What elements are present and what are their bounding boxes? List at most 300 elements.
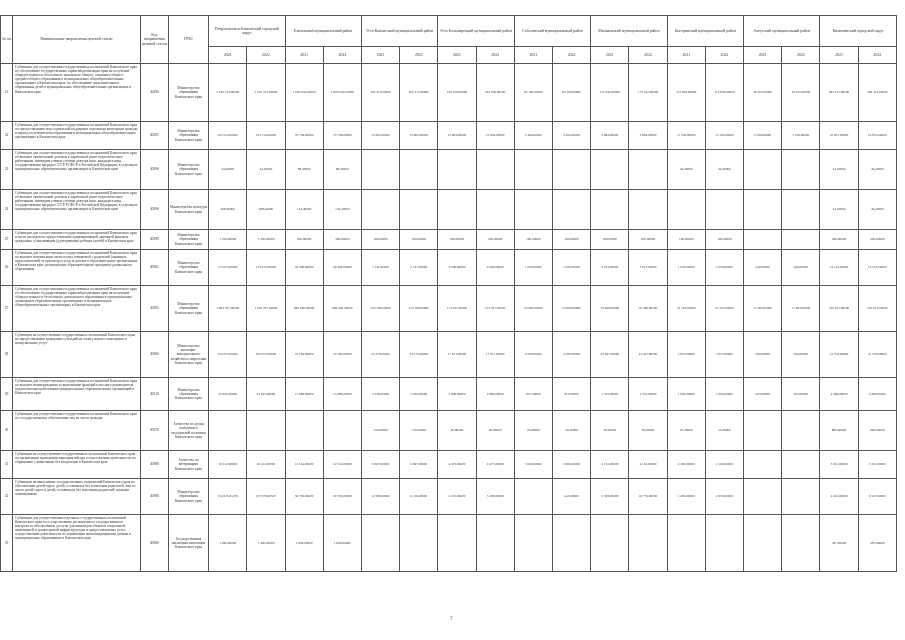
row-code: 40298 [140,230,168,250]
value-cell: 387,00000 [858,515,896,572]
value-cell: 160,00000 [667,230,705,250]
row-grbs: Министерство жилищно-коммунального хозяйства и энергетики Камчатского края [168,332,208,378]
value-cell: 113 057,00000 [438,286,476,332]
value-cell: 160,00000 [705,230,743,250]
value-cell [438,150,476,190]
row-number: 31 [1,451,13,479]
value-cell: 17 483,00000 [782,286,820,332]
value-cell: 44,20000 [247,150,285,190]
value-cell: 1 009 944,00000 [323,64,361,122]
value-cell: 203,00000 [782,378,820,411]
value-cell: 1 490,00000 [247,515,285,572]
value-cell: 16 851,00000 [820,122,858,150]
table-row [1,332,897,378]
row-number: 32 [1,479,13,515]
value-cell: 14 213,00000 [858,250,896,286]
value-cell: 44,20000 [705,150,743,190]
value-cell: 2 472,00000 [438,479,476,515]
value-cell: 6 697,00000 [400,451,438,479]
value-cell [744,230,782,250]
col-header-year: 2022 [552,47,590,64]
value-cell: 15 804,00000 [438,122,476,150]
value-cell: 173 015,00000 [209,250,247,286]
value-cell: 40,80000 [438,411,476,451]
col-header-year: 2022 [323,47,361,64]
value-cell: 1 350,00000 [209,230,247,250]
value-cell: 3 321,00000 [858,451,896,479]
value-cell: 4 590,00000 [514,332,552,378]
value-cell [552,190,590,230]
value-cell: 130,60000 [400,411,438,451]
value-cell: 44,20000 [858,190,896,230]
value-cell: 23 945,00000 [209,378,247,411]
value-cell: 203,00000 [744,378,782,411]
value-cell: 160,00000 [361,230,399,250]
value-cell: 160,00000 [476,230,514,250]
value-cell: 36 455,00000 [782,64,820,122]
value-cell: 2 259,00000 [744,122,782,150]
value-cell: 123 780,00000 [361,286,399,332]
table-row [1,451,897,479]
value-cell: 134,40000 [323,190,361,230]
value-cell: 263 413,00000 [820,64,858,122]
value-cell: 16 851,00000 [858,122,896,150]
value-cell: 24 999,00000 [514,286,552,332]
row-number: 29 [1,378,13,411]
value-cell: 4 590,00000 [552,332,590,378]
value-cell: 449,00000 [744,250,782,286]
value-cell [514,150,552,190]
value-cell: 5 208,00000 [476,479,514,515]
value-cell: 445,00000 [552,479,590,515]
col-header-year: 2022 [858,47,896,64]
value-cell: 15 802,00000 [361,122,399,150]
value-cell: 20,40000 [552,411,590,451]
row-description: Субвенции для осуществления государственных полномочий Камчатского края по выплате компенсации части платы, взимаемой с родителей (законных представителей) за присмотр и уход за детьми в образовательных организациях в Камчатском крае, реализующих образовательную программу дошкольного образования [13,250,141,286]
value-cell: 1 094,00000 [667,378,705,411]
value-cell: 44,20000 [820,190,858,230]
value-cell: 15 986,00000 [285,378,323,411]
value-cell: 157 078,90547 [247,479,285,515]
value-cell: 44,20000 [820,150,858,190]
value-cell: 44,20000 [858,150,896,190]
value-cell: 300,00000 [323,230,361,250]
value-cell: 1 094,00000 [705,378,743,411]
value-cell: 3 690,00000 [514,451,552,479]
value-cell: 2 958,00000 [705,479,743,515]
table-body [1,64,897,572]
row-grbs: Министерство образования Камчатского края [168,64,208,122]
value-cell: 14 213,00000 [820,250,858,286]
col-header-year: 2022 [247,47,285,64]
value-cell: 25,20000 [705,411,743,451]
value-cell: 2 896,00000 [476,378,514,411]
value-cell [323,411,361,451]
value-cell: 113 836,00000 [667,64,705,122]
value-cell [552,150,590,190]
value-cell [782,479,820,515]
value-cell: 154 615,31470 [209,479,247,515]
value-cell: 79 784,00000 [323,332,361,378]
value-cell [476,515,514,572]
row-description: Субвенции для осуществления государственных полномочий Камчатского края по выплате вознаграждения за выполнение функций классного руководителя педагогическим работникам муниципальных образовательных организаций в Камчатском крае [13,378,141,411]
value-cell: 1 463,00000 [667,479,705,515]
value-cell [514,515,552,572]
row-description: Субвенции для осуществления государственных полномочий Камчатского края в части расходов по предоставлению единовременной денежной выплаты гражданам, усыновившим (удочерившим) ребенка (детей) в Камчатском крае [13,230,141,250]
value-cell [552,515,590,572]
value-cell [629,150,667,190]
value-cell: 12 588,00000 [361,479,399,515]
value-cell: 160,00000 [400,230,438,250]
value-cell: 263 413,00000 [858,64,896,122]
col-header-no: № пп [1,16,13,64]
value-cell [744,411,782,451]
value-cell: 7 141,00000 [400,250,438,286]
value-cell: 2 464,00000 [514,122,552,150]
value-cell: 10 774,00000 [629,479,667,515]
row-code: 40296 [140,190,168,230]
value-cell: 23 270,00000 [361,332,399,378]
value-cell: 2 100,00000 [705,451,743,479]
row-code: 40560 [140,515,168,572]
row-code: 40290 [140,64,168,122]
header-row [1,16,897,47]
page-number: 7 [450,617,453,622]
col-header-municipality: Алеутский муниципальный район [744,16,820,47]
value-cell: 88,40000 [323,150,361,190]
value-cell: 684 946,00000 [323,286,361,332]
value-cell: 1 490,00000 [209,515,247,572]
row-code: 40370 [140,411,168,451]
value-cell [629,190,667,230]
value-cell: 39 408,00000 [323,250,361,286]
value-cell [744,515,782,572]
value-cell: 300,00000 [858,230,896,250]
value-cell: 160,00000 [438,230,476,250]
value-cell [591,515,629,572]
col-header-year: 2021 [361,47,399,64]
value-cell: 103 514,00000 [247,122,285,150]
row-grbs: Министерство образования Камчатского края [168,250,208,286]
value-cell [400,515,438,572]
col-header-year: 2021 [285,47,323,64]
value-cell: 432 053,00000 [247,332,285,378]
value-cell: 160,00000 [552,230,590,250]
value-cell [782,230,820,250]
col-header-year: 2021 [209,47,247,64]
value-cell [361,150,399,190]
value-cell: 173 015,00000 [247,250,285,286]
value-cell: 12 514,00000 [323,451,361,479]
col-header-year: 2021 [820,47,858,64]
value-cell [476,190,514,230]
col-header-municipality: Елизовский муниципальный район [285,16,361,47]
value-cell: 812,00000 [514,378,552,411]
value-cell: 9 527,00000 [858,479,896,515]
value-cell: 3 236,00000 [361,378,399,411]
value-cell: 134,40000 [285,190,323,230]
value-cell [705,190,743,230]
col-header-municipality: Соболевский муниципальный район [514,16,590,47]
value-cell: 88,40000 [285,150,323,190]
value-cell: 31 253,00000 [705,286,743,332]
row-number: 23 [1,150,13,190]
value-cell: 23 467,00000 [591,332,629,378]
row-number: 28 [1,332,13,378]
row-grbs: Агентство по делам молодежи и молодежной политики Камчатского края [168,411,208,451]
value-cell: 15 802,00000 [400,122,438,150]
value-cell: 130,60000 [361,411,399,451]
table-row [1,515,897,572]
value-cell: 160,00000 [591,230,629,250]
value-cell [285,411,323,451]
value-cell: 172 342,00000 [591,64,629,122]
value-cell: 4 132,00000 [591,451,629,479]
row-code: 40305 [140,286,168,332]
row-code: 40296 [140,150,168,190]
value-cell: 1 004 797,00000 [247,286,285,332]
value-cell [782,150,820,190]
value-cell: 113 836,00000 [705,64,743,122]
col-header-municipality: Мильковский муниципальный район [591,16,667,47]
value-cell [667,190,705,230]
value-cell: 79 784,00000 [285,332,323,378]
table-row [1,190,897,230]
value-cell: 468,40000 [209,190,247,230]
value-cell [361,190,399,230]
value-cell: 4 200,00000 [476,250,514,286]
value-cell: 83 160,00000 [514,64,552,122]
value-cell: 4 132,00000 [629,451,667,479]
value-cell: 809,60000 [858,411,896,451]
value-cell: 23 270,00000 [400,332,438,378]
value-cell: 432 053,00000 [209,332,247,378]
value-cell: 70 758,00000 [285,122,323,150]
col-header-year: 2021 [744,47,782,64]
value-cell [744,451,782,479]
value-cell: 3 884,00000 [591,122,629,150]
value-cell: 210 913,00000 [820,286,858,332]
row-grbs: Министерство образования Камчатского края [168,122,208,150]
value-cell [400,150,438,190]
col-header-grbs: ГРБС [168,16,208,64]
value-cell: 23 945,00000 [247,378,285,411]
value-cell: 1 840,00000 [285,515,323,572]
value-cell [591,190,629,230]
value-cell: 1 050,00000 [667,250,705,286]
row-description: Субвенции для осуществления государственных полномочий Камчатского края по выплате ежемесячной доплаты к заработной плате педагогическим работникам, имеющим ученые степени доктора наук, кандидата наук, государственные награды СССР, РСФСР и Российской Федерации, в отдельных муниципальных образовательных организациях в Камчатском крае [13,150,141,190]
value-cell: 20,40000 [514,411,552,451]
col-header-year: 2022 [782,47,820,64]
value-cell [400,190,438,230]
table-row [1,411,897,451]
value-cell: 300,00000 [820,230,858,250]
value-cell: 36 455,00000 [744,64,782,122]
value-cell [782,190,820,230]
value-cell [438,190,476,230]
value-cell: 79 466,00000 [629,286,667,332]
value-cell: 468,40000 [247,190,285,230]
value-cell: 10 212,00000 [209,451,247,479]
row-grbs: Министерство образования Камчатского края [168,230,208,250]
value-cell: 40,80000 [476,411,514,451]
value-cell: 302 315,00000 [361,64,399,122]
value-cell: 1 840,00000 [323,515,361,572]
value-cell: 1 020,00000 [552,250,590,286]
value-cell: 160,00000 [514,230,552,250]
row-description: Субвенции для осуществления государственных полномочий Камчатского края по обеспечению государственных гарантий реализации прав на получение общедоступного и бесплатного дошкольного образования в муниципальных дошкольных образовательных организациях и муниципальных общеобразовательных организациях в Камчатском крае [13,286,141,332]
value-cell: 2 259,00000 [782,122,820,150]
value-cell: 103 514,00000 [209,122,247,150]
value-cell [744,150,782,190]
row-description: Субвенции для осуществления государственных полномочий Камчатского края по обеспечению государственных гарантий реализации прав на получение общедоступного и бесплатного начального общего, основного общего, среднего общего образования в муниципальных общеобразовательных организациях в Камчатском крае, по обеспечению дополнительного образования детей в муниципальных общеобразовательных организациях в Камчатском крае [13,64,141,122]
value-cell: 2 657,00000 [667,332,705,378]
value-cell: 4 484,00000 [820,378,858,411]
col-header-year: 2022 [705,47,743,64]
subventions-table [0,15,897,572]
value-cell: 244 556,00000 [476,64,514,122]
col-header-year: 2022 [629,47,667,64]
row-grbs: Агентство по ветеринарии Камчатского края [168,451,208,479]
table-row [1,378,897,411]
col-header-name: Наименование направления целевой статьи [13,16,141,64]
col-header-municipality: Усть-Большерецкий муниципальный район [438,16,514,47]
row-code: 40310 [140,378,168,411]
col-header-year: 2022 [476,47,514,64]
value-cell: 1 350,00000 [247,230,285,250]
value-cell: 2 657,00000 [705,332,743,378]
value-cell: 123 780,00000 [400,286,438,332]
value-cell [514,479,552,515]
value-cell: 31 253,00000 [667,286,705,332]
value-cell: 394,00000 [744,332,782,378]
row-grbs: Министерство образования Камчатского края [168,286,208,332]
value-cell: 387,00000 [820,515,858,572]
col-header-municipality: Быстринский муниципальный район [667,16,743,47]
row-number: 30 [1,411,13,451]
value-cell: 15 986,00000 [323,378,361,411]
value-cell: 302 315,00000 [400,64,438,122]
value-cell: 12 514,00000 [285,451,323,479]
value-cell: 3 321,00000 [820,451,858,479]
value-cell: 3 013,00000 [591,250,629,286]
row-description: Субвенции на осуществление государственных полномочий Камчатского края по предоставлению гражданам субсидий на оплату жилого помещения и коммунальных услуг [13,332,141,378]
value-cell: 7 141,00000 [361,250,399,286]
table-row [1,122,897,150]
value-cell: 2 193 313,00000 [209,64,247,122]
value-cell: 684 946,00000 [285,286,323,332]
col-header-municipality: Петропавловск-Камчатский городской округ [209,16,285,47]
value-cell [514,190,552,230]
value-cell: 30 763,00000 [285,479,323,515]
value-cell: 2 896,00000 [438,378,476,411]
value-cell: 1 355,00000 [629,378,667,411]
value-cell: 39,20000 [591,411,629,451]
value-cell: 25,20000 [667,411,705,451]
row-grbs: Министерство образования Камчатского края [168,150,208,190]
col-header-municipality: Усть-Камчатский муниципальный район [361,16,437,47]
row-description: Субвенции на осуществление государственных полномочий Камчатского края по организации проведения мероприятий при осуществлении деятельности по обращению с животными без владельцев в Камчатском крае [13,451,141,479]
value-cell: 1 004 797,00000 [209,286,247,332]
row-description: Субвенции для осуществления государственных полномочий Камчатского края по государственному обеспечению лиц из числа граждан [13,411,141,451]
row-grbs: Государственная жилищная инспекция Камчатского края [168,515,208,572]
value-cell: 70 758,00000 [323,122,361,150]
value-cell [476,150,514,190]
row-description: Субвенции для осуществления государственных полномочий Камчатского края по предоставлению мер социальной поддержки отдельным категориям граждан в период получения ими образования в муниципальных общеобразовательных организациях в Камчатском крае [13,122,141,150]
value-cell: 1 020,00000 [514,250,552,286]
budget-table-sheet [0,15,897,572]
col-header-year: 2022 [400,47,438,64]
value-cell [705,515,743,572]
row-number: 21 [1,64,13,122]
value-cell: 17 911,00000 [476,332,514,378]
row-grbs: Министерство образования Камчатского края [168,378,208,411]
row-code: 40306 [140,332,168,378]
table-row [1,479,897,515]
value-cell: 3 690,00000 [552,451,590,479]
value-cell: 394,00000 [782,332,820,378]
value-cell [744,190,782,230]
value-cell: 4 322,00000 [820,479,858,515]
value-cell: 15 804,00000 [476,122,514,150]
value-cell: 160,00000 [629,230,667,250]
row-number: 27 [1,286,13,332]
value-cell [629,515,667,572]
value-cell: 10 212,00000 [247,451,285,479]
row-number: 33 [1,515,13,572]
value-cell [209,411,247,451]
table-row [1,150,897,190]
row-code: 40291 [140,122,168,150]
row-grbs: Министерство образования Камчатского края [168,479,208,515]
row-description: Субвенции для осуществления государственных полномочий Камчатского края по выплате ежемесячной доплаты к заработной плате педагогическим работникам, имеющим ученые степени доктора наук, кандидата наук, государственные награды СССР, РСФСР и Российской Федерации, в отдельных муниципальных образовательных организациях в Камчатском крае [13,190,141,230]
row-number: 24 [1,190,13,230]
value-cell: 4 484,00000 [858,378,896,411]
value-cell: 1 009 944,00000 [285,64,323,122]
row-description: Субвенции на выполнение государственных полномочий Камчатского края по обеспечению детей-сирот, детей, оставшихся без попечения родителей, лиц из числа детей-сирот и детей, оставшихся без попечения родителей, жилыми помещениями [13,479,141,515]
col-header-municipality: Вилючинский городской округ [820,16,897,47]
value-cell [782,411,820,451]
value-cell: 1 050,00000 [705,250,743,286]
row-grbs: Министерство культуры Камчатского края [168,190,208,230]
value-cell: 83 160,00000 [552,64,590,122]
value-cell: 3 013,00000 [629,250,667,286]
value-cell: 172 342,00000 [629,64,667,122]
col-header-year: 2021 [591,47,629,64]
row-number: 25 [1,230,13,250]
col-header-code: Код направления целевой статьи [140,16,168,64]
row-code: 40301 [140,250,168,286]
value-cell [744,479,782,515]
value-cell [361,515,399,572]
value-cell: 24 999,00000 [552,286,590,332]
value-cell [782,451,820,479]
value-cell: 2 464,00000 [552,122,590,150]
value-cell: 3 884,00000 [629,122,667,150]
row-code: 40390 [140,479,168,515]
value-cell: 809,60000 [820,411,858,451]
value-cell [247,411,285,451]
value-cell: 79 466,00000 [591,286,629,332]
value-cell: 812,00000 [552,378,590,411]
value-cell: 11 350,00000 [667,122,705,150]
value-cell: 449,00000 [782,250,820,286]
value-cell: 23 467,00000 [629,332,667,378]
value-cell: 113 057,00000 [476,286,514,332]
value-cell: 21 376,00000 [858,332,896,378]
value-cell: 39,20000 [629,411,667,451]
value-cell: 44,20000 [667,150,705,190]
